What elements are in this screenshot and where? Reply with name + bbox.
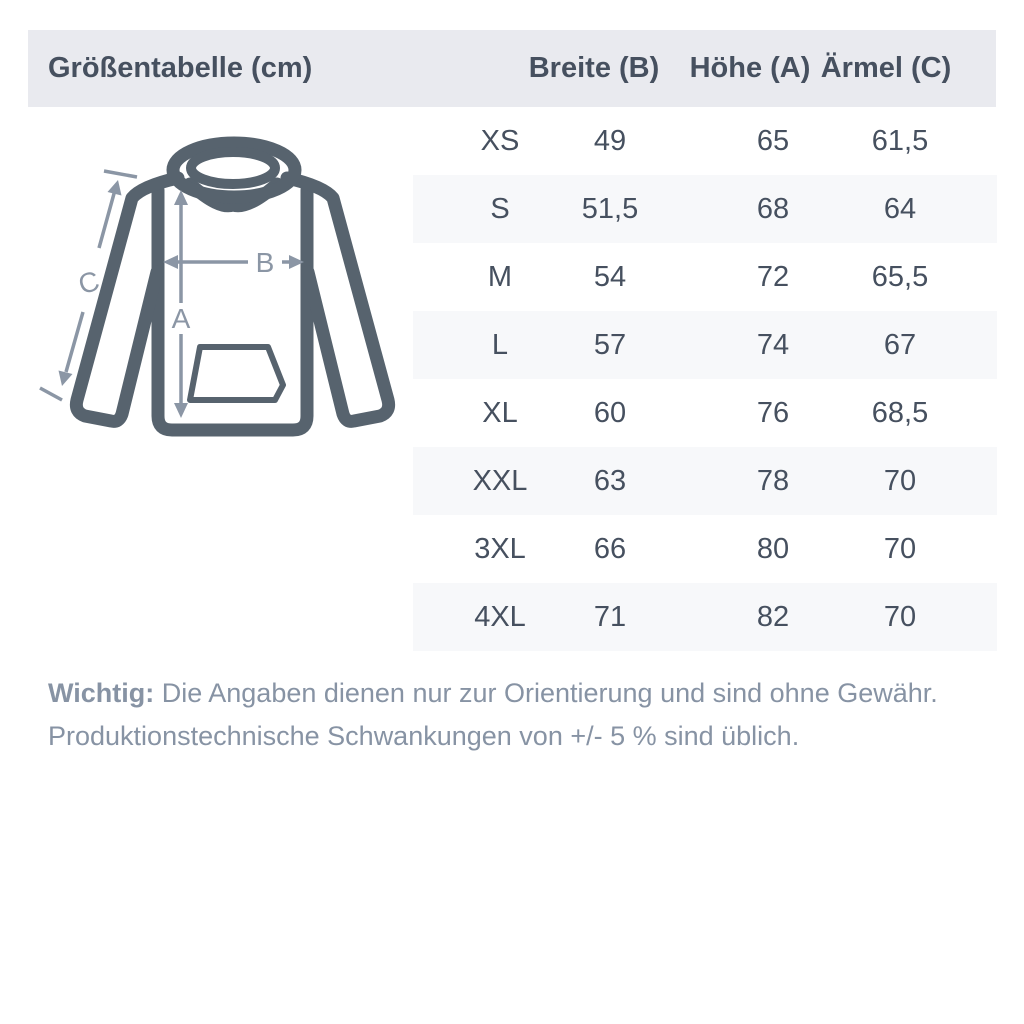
hoehe-cell: 78 (756, 465, 790, 497)
hoehe-cell: 72 (756, 261, 790, 293)
disclaimer-line-2: Produktionstechnische Schwankungen von +/- 5 % sind üblich. (48, 721, 800, 751)
pocket-outline (190, 347, 283, 400)
disclaimer-text-1: Die Angaben dienen nur zur Orientierung und sind ohne Gewähr. (154, 678, 938, 708)
column-header-breite: Breite (B) (528, 52, 660, 84)
aermel-cell: 70 (883, 465, 917, 497)
table-row (413, 447, 997, 515)
measure-label-c: C (74, 264, 103, 301)
aermel-cell: 65,5 (871, 261, 929, 293)
measure-label-a: A (171, 303, 191, 334)
size-cell: L (491, 329, 509, 361)
breite-cell: 51,5 (581, 193, 639, 225)
size-cell: XXL (472, 465, 528, 497)
size-cell: XL (482, 397, 518, 429)
breite-cell: 66 (593, 533, 627, 565)
aermel-cell: 68,5 (871, 397, 929, 429)
table-row (413, 311, 997, 379)
column-header-hoehe: Höhe (A) (689, 52, 811, 84)
disclaimer-label: Wichtig: (48, 678, 155, 708)
hoehe-cell: 68 (756, 193, 790, 225)
disclaimer-line-1 (48, 672, 968, 715)
hoodie-measurement-diagram (38, 120, 408, 450)
size-cell: 3XL (474, 533, 526, 565)
aermel-cell: 70 (883, 533, 917, 565)
breite-cell: 63 (593, 465, 627, 497)
size-cell: XS (480, 125, 520, 157)
size-chart-header (28, 30, 996, 107)
breite-cell: 71 (593, 601, 627, 633)
aermel-cell: 67 (883, 329, 917, 361)
breite-cell: 60 (593, 397, 627, 429)
hoehe-cell: 76 (756, 397, 790, 429)
size-table (413, 107, 997, 651)
table-row (413, 175, 997, 243)
size-cell: S (490, 193, 510, 225)
aermel-cell: 70 (883, 601, 917, 633)
table-row (413, 515, 997, 583)
disclaimer-note (48, 672, 968, 758)
measure-label-b: B (255, 247, 275, 278)
hoehe-cell: 80 (756, 533, 790, 565)
aermel-cell: 64 (883, 193, 917, 225)
hoehe-cell: 65 (756, 125, 790, 157)
column-header-aermel: Ärmel (C) (820, 52, 952, 84)
table-row (413, 379, 997, 447)
hoehe-cell: 82 (756, 601, 790, 633)
hood-inner-ring (191, 152, 275, 184)
size-cell: M (487, 261, 513, 293)
breite-cell: 57 (593, 329, 627, 361)
table-row (413, 583, 997, 651)
size-cell: 4XL (474, 601, 526, 633)
table-row (413, 243, 997, 311)
breite-cell: 49 (593, 125, 627, 157)
aermel-cell: 61,5 (871, 125, 929, 157)
hoehe-cell: 74 (756, 329, 790, 361)
table-row (413, 107, 997, 175)
breite-cell: 54 (593, 261, 627, 293)
page-title: Größentabelle (cm) (48, 52, 313, 84)
